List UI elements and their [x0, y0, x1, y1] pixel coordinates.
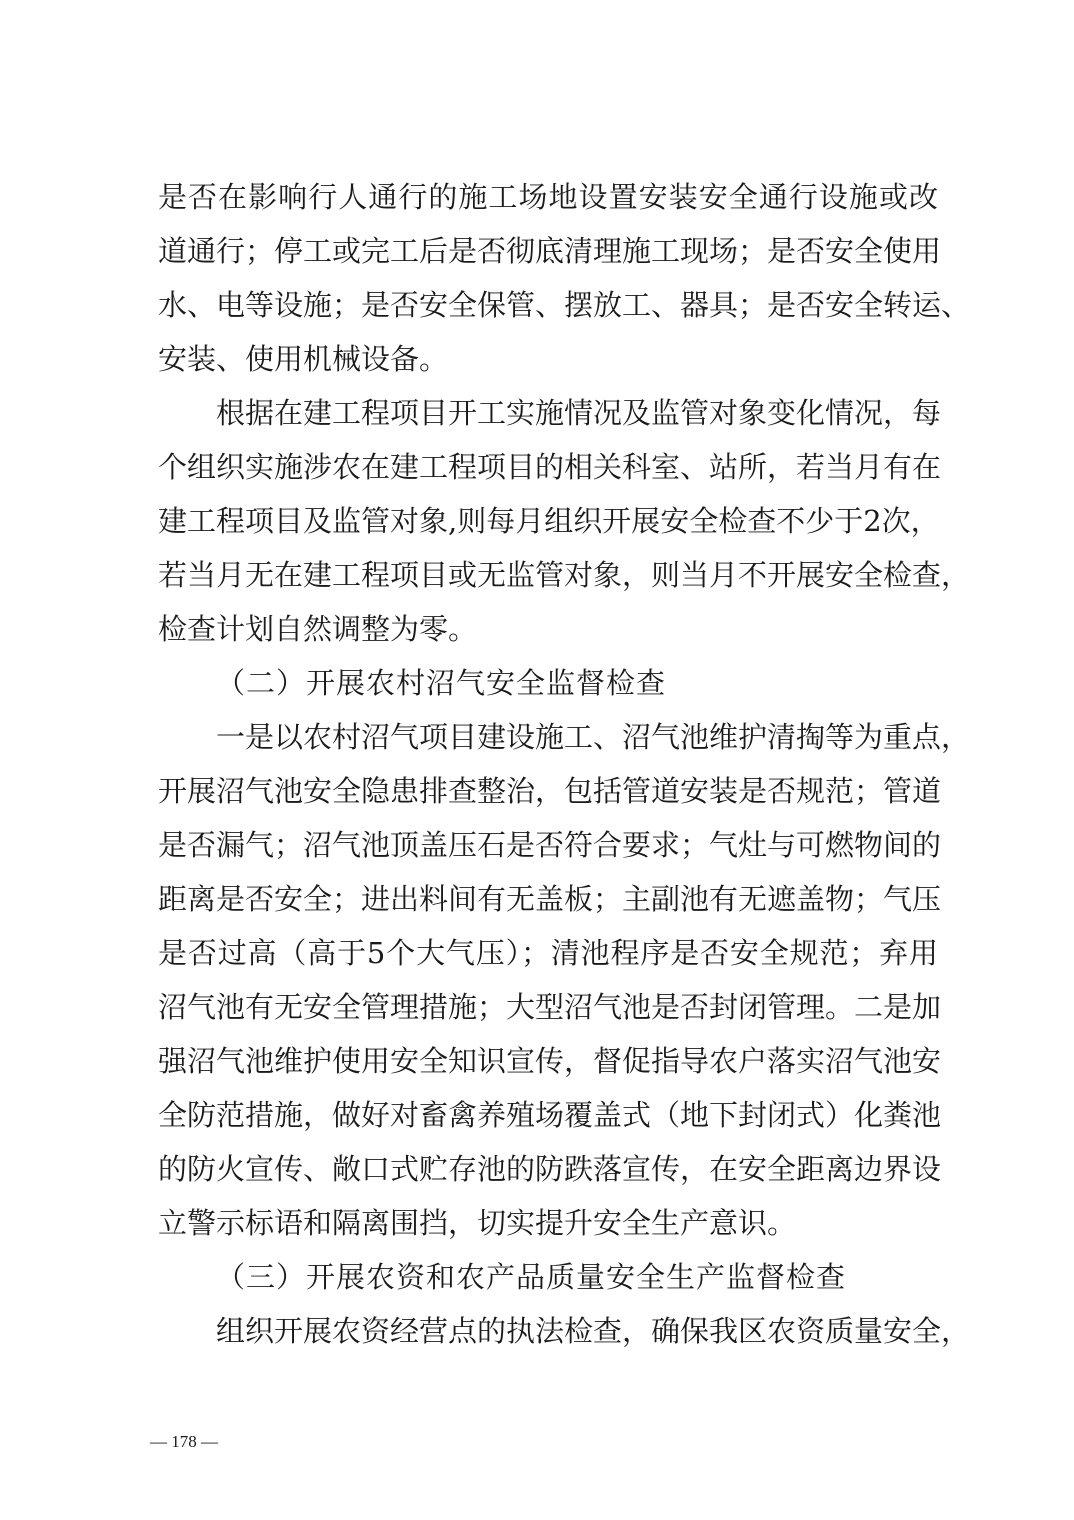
- body-text-line: 根据在建工程项目开工实施情况及监管对象变化情况，每: [216, 396, 942, 430]
- body-text-line: 距离是否安全；进出料间有无盖板；主副池有无遮盖物；气压: [158, 882, 942, 916]
- body-text-line: 组织开展农资经营点的执法检查，确保我区农资质量安全，: [216, 1314, 971, 1348]
- body-text-line: 是否在影响行人通行的施工场地设置安装安全通行设施或改: [158, 180, 938, 214]
- body-text-line: 安装、使用机械设备。: [158, 342, 449, 376]
- body-text-line: 全防范措施，做好对畜禽养殖场覆盖式（地下封闭式）化粪池: [158, 1098, 942, 1132]
- body-text-line: 是否过高（高于5个大气压）；清池程序是否安全规范；弃用: [158, 936, 938, 970]
- body-text-line: 水、电等设施；是否安全保管、摆放工、器具；是否安全转运、: [158, 288, 971, 322]
- section-heading: （二）开展农村沼气安全监督检查: [216, 666, 667, 700]
- body-text-line: 若当月无在建工程项目或无监管对象，则当月不开展安全检查，: [158, 558, 971, 592]
- body-text-line: 强沼气池维护使用安全知识宣传，督促指导农户落实沼气池安: [158, 1044, 942, 1078]
- section-heading: （三）开展农资和农产品质量安全生产监督检查: [216, 1260, 847, 1294]
- body-text-line: 立警示标语和隔离围挡，切实提升安全生产意识。: [158, 1206, 797, 1240]
- body-text-line: 一是以农村沼气项目建设施工、沼气池维护清掏等为重点，: [216, 720, 971, 754]
- page-number: — 178 —: [150, 1432, 218, 1451]
- body-text-line: 检查计划自然调整为零。: [158, 612, 478, 646]
- body-text-line: 开展沼气池安全隐患排查整治，包括管道安装是否规范；管道: [158, 774, 942, 808]
- body-text-line: 的防火宣传、敞口式贮存池的防跌落宣传，在安全距离边界设: [158, 1152, 942, 1186]
- body-text-line: 沼气池有无安全管理措施；大型沼气池是否封闭管理。二是加: [158, 990, 942, 1024]
- body-text-line: 个组织实施涉农在建工程项目的相关科室、站所，若当月有在: [158, 450, 942, 484]
- body-text-line: 建工程项目及监管对象,则每月组织开展安全检查不少于2次，: [158, 504, 940, 538]
- body-text-line: 道通行；停工或完工后是否彻底清理施工现场；是否安全使用: [158, 234, 942, 268]
- body-text-line: 是否漏气；沼气池顶盖压石是否符合要求；气灶与可燃物间的: [158, 828, 942, 862]
